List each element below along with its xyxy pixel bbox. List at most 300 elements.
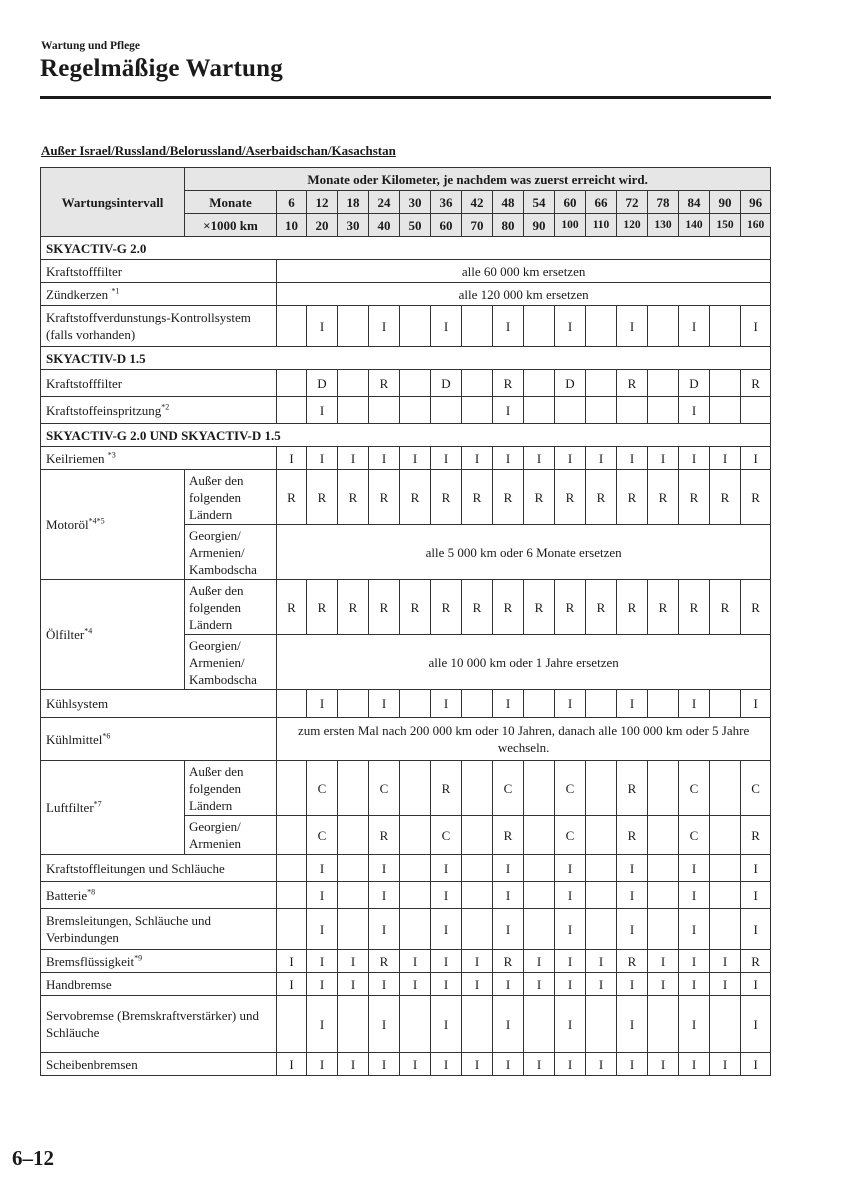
interval-cell: I [555, 306, 586, 347]
month-header-cell: 84 [679, 191, 710, 214]
interval-cell: I [493, 855, 524, 882]
interval-cell: R [710, 580, 741, 635]
interval-cell [277, 690, 307, 718]
interval-cell: I [555, 1053, 586, 1076]
interval-cell [338, 882, 369, 909]
footnote-ref: *4 [84, 626, 93, 636]
interval-cell: I [524, 950, 555, 973]
page-number: 6–12 [12, 1146, 54, 1170]
table-row [41, 283, 771, 306]
interval-cell [524, 306, 555, 347]
interval-cell: I [493, 973, 524, 996]
interval-text: zum ersten Mal nach 200 000 km oder 10 Jahren, danach alle 100 000 km oder 5 Jahre wechseln. [277, 718, 771, 761]
interval-cell: I [648, 950, 679, 973]
interval-text: alle 60 000 km ersetzen [277, 260, 771, 283]
interval-cell: R [369, 950, 400, 973]
interval-cell [400, 909, 431, 950]
interval-cell [277, 370, 307, 397]
interval-cell [400, 855, 431, 882]
table-row [41, 855, 771, 882]
table-row [41, 306, 771, 347]
interval-cell: C [555, 761, 586, 816]
interval-cell: I [555, 950, 586, 973]
interval-cell: R [617, 816, 648, 855]
km-header-cell: 120 [617, 214, 648, 237]
km-header-cell: 20 [307, 214, 338, 237]
interval-cell: R [277, 580, 307, 635]
interval-cell: I [431, 909, 462, 950]
interval-cell: I [555, 690, 586, 718]
interval-cell: R [741, 580, 771, 635]
interval-cell: I [679, 909, 710, 950]
interval-cell: I [617, 306, 648, 347]
footnote-ref: *1 [111, 286, 120, 296]
interval-cell: I [400, 950, 431, 973]
interval-cell: R [338, 580, 369, 635]
item-label: Kraftstoffverdunstungs-Kontrollsystem (falls vorhanden) [41, 306, 277, 347]
interval-cell [338, 306, 369, 347]
interval-cell: R [524, 470, 555, 525]
interval-cell: I [369, 882, 400, 909]
interval-cell: I [741, 1053, 771, 1076]
interval-cell: C [555, 816, 586, 855]
interval-cell: I [307, 690, 338, 718]
interval-cell [338, 397, 369, 424]
interval-cell: R [369, 580, 400, 635]
group-skyactiv-both: SKYACTIV-G 2.0 UND SKYACTIV-D 1.5 [41, 424, 771, 447]
interval-cell: I [431, 882, 462, 909]
interval-cell: I [431, 447, 462, 470]
interval-cell: I [277, 1053, 307, 1076]
interval-cell [710, 996, 741, 1053]
interval-cell: I [400, 1053, 431, 1076]
item-label: Kraftstofffilter [41, 370, 277, 397]
km-label: ×1000 km [185, 214, 277, 237]
interval-cell: R [431, 470, 462, 525]
table-row [41, 260, 771, 283]
interval-cell [277, 761, 307, 816]
interval-cell: I [679, 973, 710, 996]
interval-cell: I [277, 973, 307, 996]
interval-cell: I [679, 950, 710, 973]
table-row [41, 1053, 771, 1076]
interval-cell [648, 761, 679, 816]
item-label: Zündkerzen $^{*1}$ [41, 283, 277, 306]
interval-cell: C [741, 761, 771, 816]
interval-cell [586, 690, 617, 718]
interval-cell [462, 370, 493, 397]
interval-cell [710, 370, 741, 397]
interval-cell: C [431, 816, 462, 855]
table-row [41, 580, 771, 635]
month-header-cell: 6 [277, 191, 307, 214]
month-header-cell: 18 [338, 191, 369, 214]
interval-cell: I [679, 1053, 710, 1076]
interval-cell [648, 855, 679, 882]
interval-cell: I [369, 973, 400, 996]
interval-cell: I [617, 882, 648, 909]
interval-cell [648, 690, 679, 718]
interval-cell: I [741, 973, 771, 996]
maintenance-table [40, 167, 771, 1076]
interval-cell [710, 690, 741, 718]
group-skyactiv-d15: SKYACTIV-D 1.5 [41, 347, 771, 370]
header-row-caption [41, 168, 771, 191]
item-label: Kraftstoffeinspritzung$^{*2}$ [41, 397, 277, 424]
interval-cell [648, 816, 679, 855]
interval-cell [524, 690, 555, 718]
interval-cell [710, 855, 741, 882]
interval-cell: I [369, 447, 400, 470]
interval-cell [277, 996, 307, 1053]
interval-cell [462, 855, 493, 882]
month-header-cell: 42 [462, 191, 493, 214]
interval-cell: I [617, 855, 648, 882]
interval-cell: I [307, 909, 338, 950]
interval-cell: I [524, 447, 555, 470]
interval-cell: I [648, 973, 679, 996]
interval-cell: R [431, 761, 462, 816]
interval-cell: I [741, 855, 771, 882]
interval-cell [277, 816, 307, 855]
interval-cell: R [648, 470, 679, 525]
interval-cell [277, 306, 307, 347]
interval-cell: I [277, 950, 307, 973]
interval-cell: I [555, 882, 586, 909]
interval-cell: I [307, 397, 338, 424]
interval-cell [524, 761, 555, 816]
interval-cell: R [493, 580, 524, 635]
group-row [41, 347, 771, 370]
interval-cell [431, 397, 462, 424]
interval-cell: R [586, 470, 617, 525]
table-row [41, 882, 771, 909]
interval-cell: I [710, 973, 741, 996]
interval-cell [400, 816, 431, 855]
interval-cell: I [617, 973, 648, 996]
table-row [41, 950, 771, 973]
interval-cell: I [338, 1053, 369, 1076]
interval-cell: I [462, 973, 493, 996]
interval-cell: R [400, 580, 431, 635]
interval-cell: R [679, 580, 710, 635]
interval-cell [586, 397, 617, 424]
interval-cell: I [617, 996, 648, 1053]
interval-cell [338, 855, 369, 882]
interval-cell: I [431, 1053, 462, 1076]
interval-cell [462, 996, 493, 1053]
interval-cell: I [648, 1053, 679, 1076]
item-label: Handbremse [41, 973, 277, 996]
interval-cell: D [431, 370, 462, 397]
months-label: Monate [185, 191, 277, 214]
item-label: Ölfilter$^{*4}$ [41, 580, 185, 690]
interval-cell: C [679, 816, 710, 855]
km-header-cell: 40 [369, 214, 400, 237]
interval-cell: R [555, 580, 586, 635]
km-header-cell: 70 [462, 214, 493, 237]
interval-cell: I [307, 855, 338, 882]
interval-cell: R [338, 470, 369, 525]
interval-cell: I [741, 909, 771, 950]
interval-cell [338, 816, 369, 855]
interval-cell [710, 882, 741, 909]
interval-cell: I [617, 690, 648, 718]
table-row [41, 690, 771, 718]
footnote-ref: *3 [107, 450, 116, 460]
interval-cell [277, 909, 307, 950]
month-header-cell: 72 [617, 191, 648, 214]
interval-cell [400, 690, 431, 718]
item-label: Kraftstoffleitungen und Schläuche [41, 855, 277, 882]
interval-cell: R [307, 470, 338, 525]
interval-cell [648, 397, 679, 424]
interval-cell: I [555, 909, 586, 950]
interval-cell: R [555, 470, 586, 525]
footnote-ref: *6 [102, 731, 111, 741]
interval-cell: I [555, 996, 586, 1053]
item-label: Servobremse (Bremskraftverstärker) und Schläuche [41, 996, 277, 1053]
interval-cell [400, 397, 431, 424]
interval-cell [586, 855, 617, 882]
km-header-cell: 140 [679, 214, 710, 237]
group-skyactiv-g20: SKYACTIV-G 2.0 [41, 237, 771, 260]
table-row [41, 909, 771, 950]
table-row [41, 470, 771, 525]
interval-cell: I [369, 909, 400, 950]
interval-cell: I [338, 447, 369, 470]
month-header-cell: 36 [431, 191, 462, 214]
month-header-cell: 54 [524, 191, 555, 214]
page-title: Regelmäßige Wartung [40, 55, 283, 82]
interval-cell: I [431, 690, 462, 718]
month-header-cell: 12 [307, 191, 338, 214]
interval-cell: R [679, 470, 710, 525]
interval-cell: R [710, 470, 741, 525]
interval-cell [462, 690, 493, 718]
interval-cell [555, 397, 586, 424]
interval-cell [586, 909, 617, 950]
interval-cell [586, 882, 617, 909]
interval-cell: I [493, 909, 524, 950]
interval-cell [400, 761, 431, 816]
interval-cell: I [741, 447, 771, 470]
table-row [41, 718, 771, 761]
interval-cell: I [462, 447, 493, 470]
interval-cell [524, 816, 555, 855]
interval-cell: I [431, 973, 462, 996]
group-row [41, 237, 771, 260]
month-header-cell: 30 [400, 191, 431, 214]
interval-cell: R [741, 370, 771, 397]
interval-cell: I [307, 882, 338, 909]
footnote-ref: *4*5 [88, 516, 105, 526]
interval-cell: D [555, 370, 586, 397]
interval-cell: R [617, 370, 648, 397]
table-row [41, 397, 771, 424]
month-header-cell: 90 [710, 191, 741, 214]
interval-cell: I [431, 996, 462, 1053]
footnote-ref: *7 [93, 799, 102, 809]
interval-cell [586, 996, 617, 1053]
interval-cell [710, 397, 741, 424]
interval-cell [524, 909, 555, 950]
interval-text: alle 10 000 km oder 1 Jahre ersetzen [277, 635, 771, 690]
interval-cell: C [679, 761, 710, 816]
interval-cell: R [741, 470, 771, 525]
interval-cell: I [710, 447, 741, 470]
sub-label: Georgien/ Armenien/ Kambodscha [185, 525, 277, 580]
interval-cell: I [741, 306, 771, 347]
interval-cell: I [586, 973, 617, 996]
interval-cell: R [369, 470, 400, 525]
interval-cell: I [710, 950, 741, 973]
interval-cell [400, 306, 431, 347]
month-header-cell: 48 [493, 191, 524, 214]
interval-cell: I [493, 882, 524, 909]
interval-cell: I [400, 447, 431, 470]
item-label: Scheibenbremsen [41, 1053, 277, 1076]
interval-cell: I [524, 1053, 555, 1076]
interval-cell: I [741, 882, 771, 909]
interval-cell: C [307, 816, 338, 855]
interval-cell: C [369, 761, 400, 816]
interval-cell: I [431, 306, 462, 347]
interval-cell: I [431, 855, 462, 882]
interval-cell [338, 996, 369, 1053]
interval-cell [710, 816, 741, 855]
interval-cell [277, 855, 307, 882]
interval-cell: I [679, 882, 710, 909]
interval-cell: I [493, 306, 524, 347]
km-header-cell: 90 [524, 214, 555, 237]
interval-cell: I [493, 397, 524, 424]
interval-cell [524, 397, 555, 424]
sub-label: Außer den folgenden Ländern [185, 580, 277, 635]
interval-cell: I [493, 690, 524, 718]
interval-cell [586, 306, 617, 347]
interval-cell [524, 882, 555, 909]
item-label: Kühlmittel$^{*6}$ [41, 718, 277, 761]
interval-cell [648, 370, 679, 397]
month-header-cell: 60 [555, 191, 586, 214]
month-header-cell: 96 [741, 191, 771, 214]
table-row [41, 447, 771, 470]
interval-cell: I [493, 996, 524, 1053]
interval-cell: I [679, 855, 710, 882]
region-heading: Außer Israel/Russland/Belorussland/Aserbaidschan/Kasachstan [41, 143, 396, 158]
km-header-cell: 10 [277, 214, 307, 237]
interval-cell: R [648, 580, 679, 635]
interval-cell: R [524, 580, 555, 635]
interval-cell: C [493, 761, 524, 816]
interval-cell [338, 370, 369, 397]
interval-cell: I [369, 855, 400, 882]
interval-cell: I [307, 950, 338, 973]
interval-cell: R [617, 470, 648, 525]
interval-cell: I [338, 973, 369, 996]
interval-cell [462, 306, 493, 347]
interval-cell: R [431, 580, 462, 635]
interval-cell: D [679, 370, 710, 397]
months-km-caption: Monate oder Kilometer, je nachdem was zuerst erreicht wird. [185, 168, 771, 191]
section-label: Wartung und Pflege [41, 40, 141, 52]
footnote-ref: *9 [134, 953, 143, 963]
interval-cell [462, 761, 493, 816]
interval-cell [369, 397, 400, 424]
interval-cell: I [679, 690, 710, 718]
interval-cell: I [617, 1053, 648, 1076]
interval-cell: I [586, 950, 617, 973]
interval-cell: I [586, 447, 617, 470]
item-label: Kühlsystem [41, 690, 277, 718]
interval-cell: I [369, 1053, 400, 1076]
interval-cell [277, 397, 307, 424]
interval-cell [710, 761, 741, 816]
interval-cell: R [617, 950, 648, 973]
interval-cell [400, 996, 431, 1053]
interval-cell [462, 816, 493, 855]
interval-cell [338, 909, 369, 950]
interval-text: alle 5 000 km oder 6 Monate ersetzen [277, 525, 771, 580]
interval-cell: I [741, 690, 771, 718]
km-header-cell: 110 [586, 214, 617, 237]
interval-cell: R [400, 470, 431, 525]
interval-cell: I [307, 996, 338, 1053]
interval-cell [586, 816, 617, 855]
interval-cell: R [617, 761, 648, 816]
item-label: Luftfilter$^{*7}$ [41, 761, 185, 855]
interval-cell: I [679, 996, 710, 1053]
km-header-cell: 100 [555, 214, 586, 237]
interval-cell: R [307, 580, 338, 635]
interval-cell [524, 855, 555, 882]
interval-cell [524, 370, 555, 397]
table-row [41, 996, 771, 1053]
interval-cell: I [277, 447, 307, 470]
interval-cell [648, 909, 679, 950]
interval-cell: I [555, 447, 586, 470]
interval-cell [586, 761, 617, 816]
interval-cell [741, 397, 771, 424]
interval-cell: I [741, 996, 771, 1053]
interval-text: alle 120 000 km ersetzen [277, 283, 771, 306]
interval-cell [277, 882, 307, 909]
footnote-ref: *2 [161, 402, 170, 412]
interval-cell: I [648, 447, 679, 470]
interval-cell: R [741, 816, 771, 855]
interval-cell: R [277, 470, 307, 525]
table-row [41, 973, 771, 996]
sub-label: Georgien/ Armenien/ Kambodscha [185, 635, 277, 690]
sub-label: Außer den folgenden Ländern [185, 470, 277, 525]
interval-cell: I [369, 690, 400, 718]
interval-cell [648, 996, 679, 1053]
interval-cell [648, 306, 679, 347]
km-header-cell: 80 [493, 214, 524, 237]
interval-cell: I [307, 973, 338, 996]
item-label: Bremsleitungen, Schläuche und Verbindungen [41, 909, 277, 950]
km-header-cell: 130 [648, 214, 679, 237]
interval-cell [586, 370, 617, 397]
interval-cell [462, 882, 493, 909]
km-header-cell: 60 [431, 214, 462, 237]
interval-cell: I [307, 1053, 338, 1076]
interval-cell: D [307, 370, 338, 397]
interval-cell: I [431, 950, 462, 973]
km-header-cell: 160 [741, 214, 771, 237]
interval-cell [400, 370, 431, 397]
